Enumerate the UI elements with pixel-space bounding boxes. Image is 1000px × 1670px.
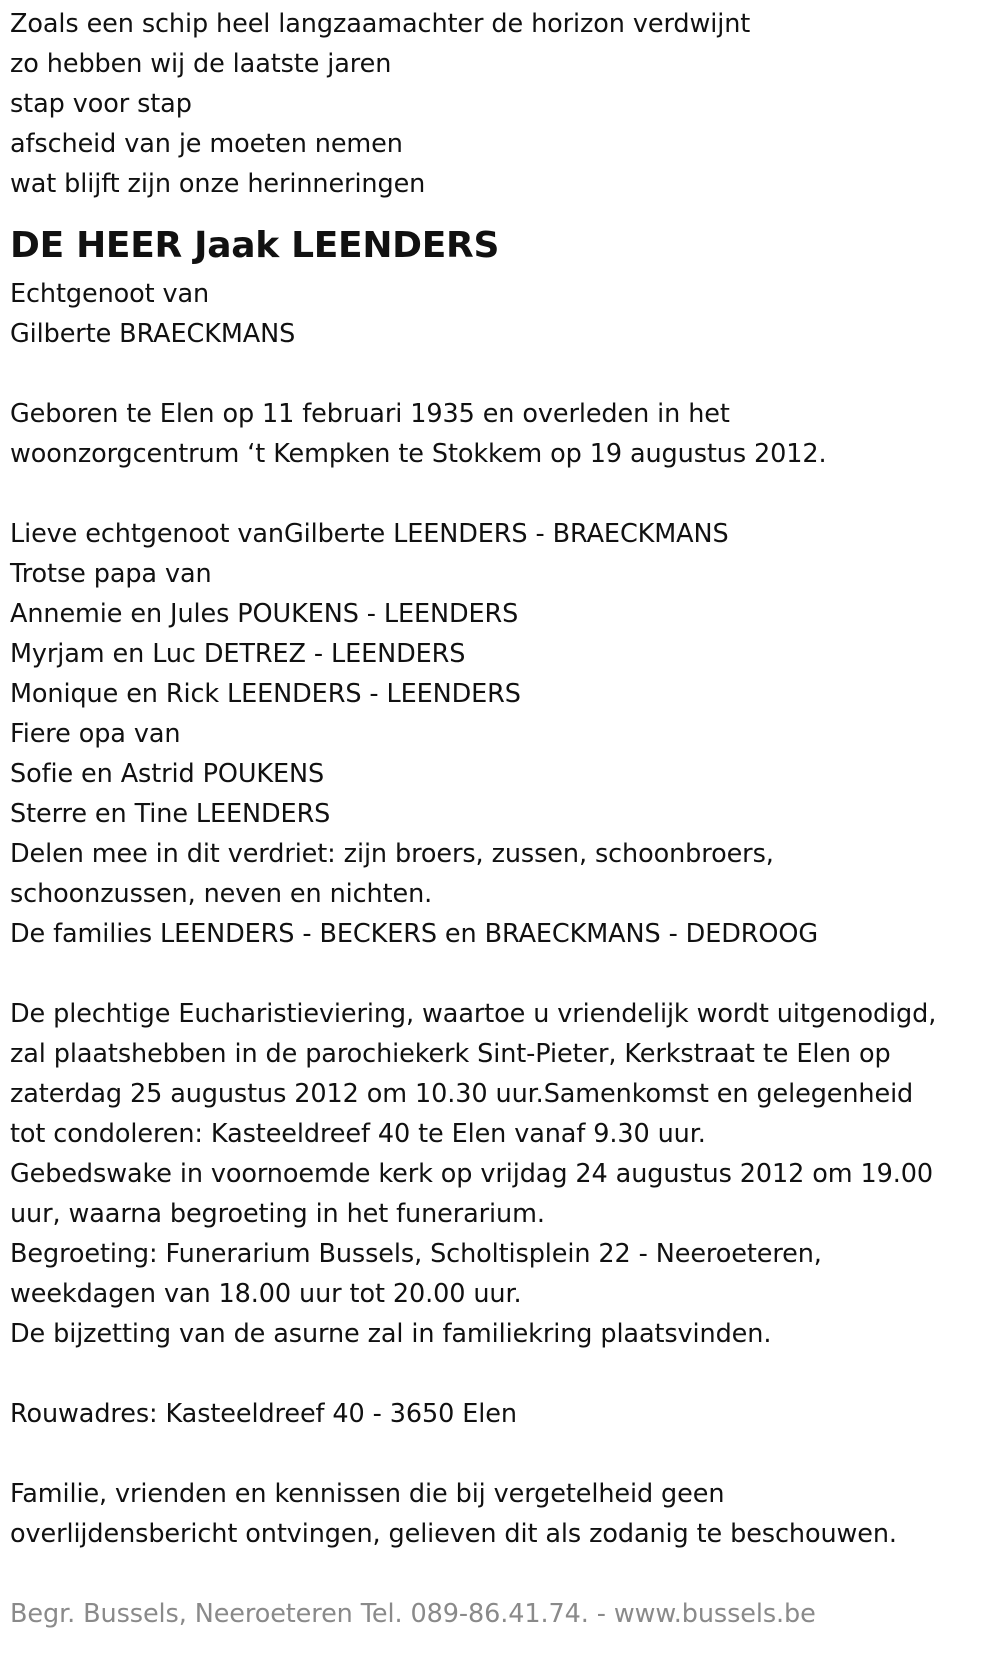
birth-death-paragraph: [10, 394, 985, 474]
text-line: tot condoleren: Kasteeldreef 40 te Elen vanaf 9.30 uur.: [10, 1119, 706, 1149]
spacer: [10, 954, 985, 994]
family-line: Trotse papa van: [10, 559, 212, 589]
poem-line: stap voor stap: [10, 89, 192, 119]
ceremony-paragraph: [10, 994, 985, 1354]
poem: [10, 4, 985, 204]
spacer: [10, 474, 985, 514]
spouse-line: Echtgenoot van: [10, 279, 210, 309]
text-line: weekdagen van 18.00 uur tot 20.00 uur.: [10, 1279, 522, 1309]
text-line: overlijdensbericht ontvingen, gelieven dit als zodanig te beschouwen.: [10, 1519, 897, 1549]
family-line: Delen mee in dit verdriet: zijn broers, zussen, schoonbroers,: [10, 839, 774, 869]
text-line: De plechtige Eucharistieviering, waartoe u vriendelijk wordt uitgenodigd,: [10, 999, 937, 1029]
poem-line: wat blijft zijn onze herinneringen: [10, 169, 426, 199]
spacer: [10, 1434, 985, 1474]
deceased-name: DE HEER Jaak LEENDERS: [10, 225, 500, 266]
text-line: Familie, vrienden en kennissen die bij vergetelheid geen: [10, 1479, 725, 1509]
family-line: Annemie en Jules POUKENS - LEENDERS: [10, 599, 519, 629]
text-line: Geboren te Elen op 11 februari 1935 en overleden in het: [10, 399, 730, 429]
family-line: schoonzussen, neven en nichten.: [10, 879, 433, 909]
spacer: [10, 1554, 985, 1594]
text-line: Begroeting: Funerarium Bussels, Scholtisplein 22 - Neeroeteren,: [10, 1239, 822, 1269]
text-line: zaterdag 25 augustus 2012 om 10.30 uur.Samenkomst en gelegenheid: [10, 1079, 914, 1109]
funeral-home-footer: Begr. Bussels, Neeroeteren Tel. 089-86.41.74. - www.bussels.be: [10, 1599, 816, 1629]
spacer: [10, 204, 985, 218]
text-line: uur, waarna begroeting in het funerarium.: [10, 1199, 545, 1229]
family-line: Fiere opa van: [10, 719, 181, 749]
closing-paragraph: [10, 1474, 985, 1554]
family-line: Sterre en Tine LEENDERS: [10, 799, 331, 829]
text-line: Gebedswake in voornoemde kerk op vrijdag 24 augustus 2012 om 19.00: [10, 1159, 934, 1189]
text-line: woonzorgcentrum ‘t Kempken te Stokkem op 19 augustus 2012.: [10, 439, 827, 469]
poem-line: zo hebben wij de laatste jaren: [10, 49, 392, 79]
text-line: zal plaatshebben in de parochiekerk Sint-Pieter, Kerkstraat te Elen op: [10, 1039, 891, 1069]
spacer: [10, 354, 985, 394]
family-line: De families LEENDERS - BECKERS en BRAECKMANS - DEDROOG: [10, 919, 818, 949]
poem-line: afscheid van je moeten nemen: [10, 129, 403, 159]
obituary-notice: [10, 4, 985, 1634]
spouse-intro: [10, 274, 985, 354]
spouse-line: Gilberte BRAECKMANS: [10, 319, 296, 349]
family-line: Sofie en Astrid POUKENS: [10, 759, 325, 789]
family-line: Myrjam en Luc DETREZ - LEENDERS: [10, 639, 466, 669]
family-line: Lieve echtgenoot vanGilberte LEENDERS - BRAECKMANS: [10, 519, 729, 549]
spacer: [10, 1354, 985, 1394]
family-line: Monique en Rick LEENDERS - LEENDERS: [10, 679, 521, 709]
family-list: [10, 514, 985, 954]
mourning-address: Rouwadres: Kasteeldreef 40 - 3650 Elen: [10, 1399, 517, 1429]
text-line: De bijzetting van de asurne zal in familiekring plaatsvinden.: [10, 1319, 772, 1349]
poem-line: Zoals een schip heel langzaamachter de horizon verdwijnt: [10, 9, 751, 39]
